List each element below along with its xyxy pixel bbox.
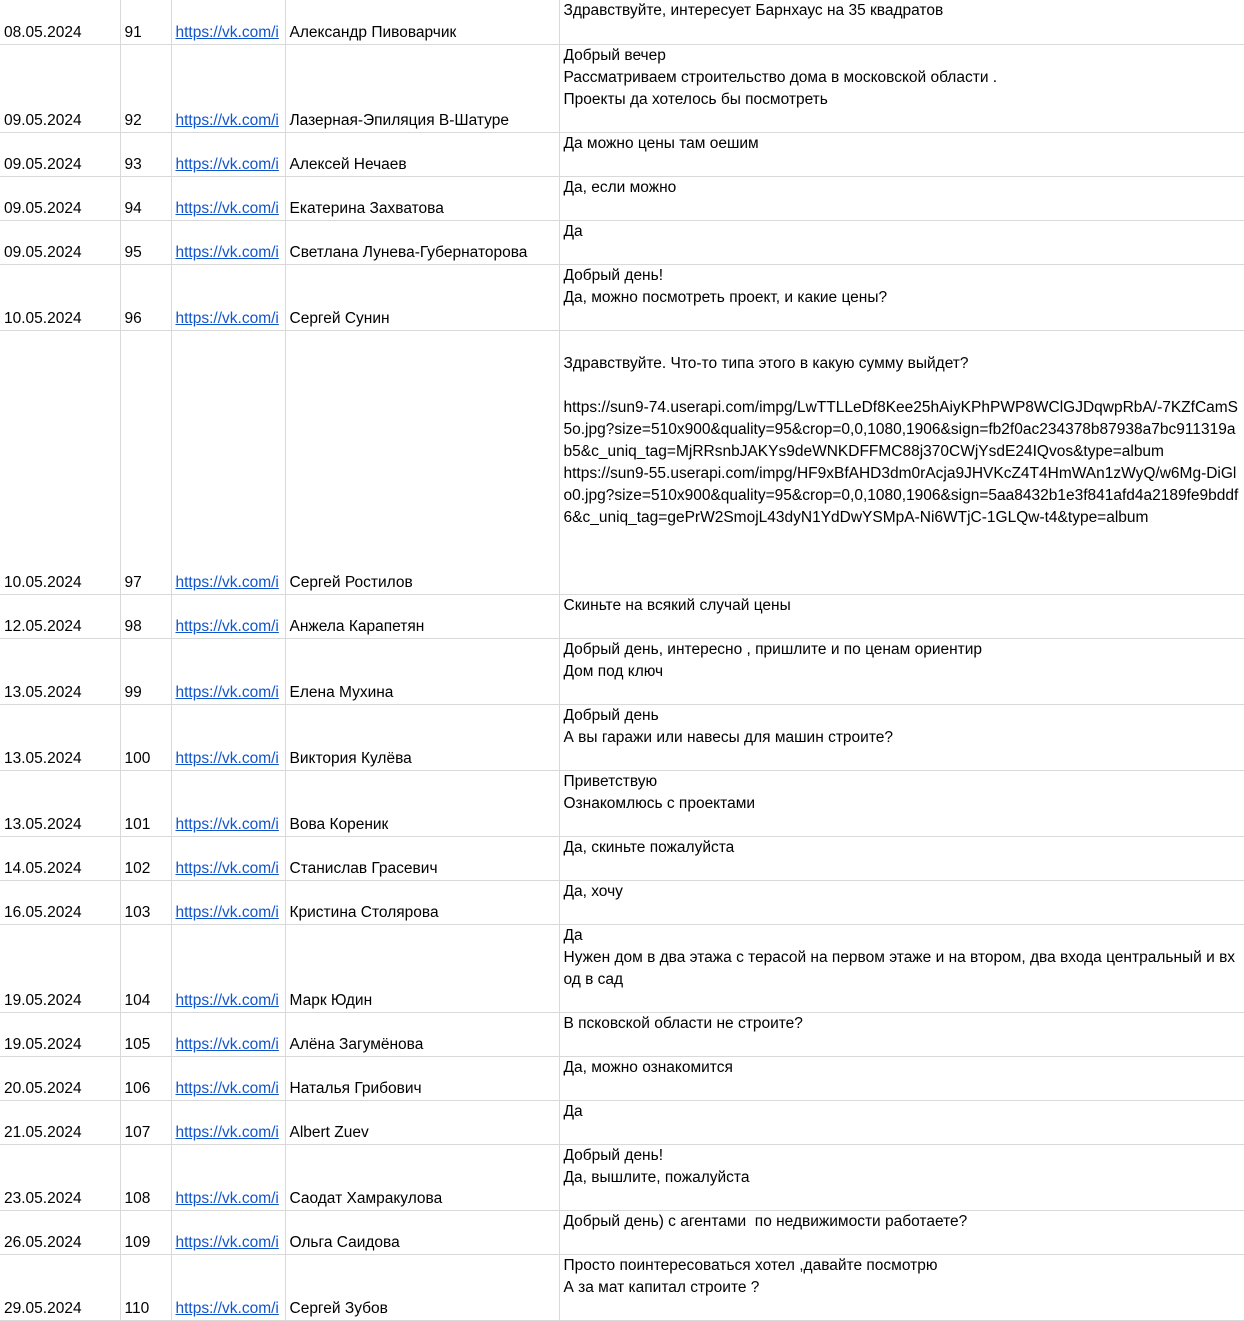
profile-link[interactable]: https://vk.com/i — [175, 1035, 279, 1053]
profile-link[interactable]: https://vk.com/i — [175, 1123, 279, 1141]
message-cell[interactable] — [559, 1100, 1244, 1144]
number-cell-text: 99 — [124, 683, 142, 701]
date-cell-text: 14.05.2024 — [4, 859, 82, 877]
message-cell[interactable] — [559, 1012, 1244, 1056]
profile-link[interactable]: https://vk.com/i — [175, 23, 279, 41]
date-cell[interactable] — [0, 638, 120, 704]
date-cell[interactable] — [0, 264, 120, 330]
profile-link[interactable]: https://vk.com/i — [175, 199, 279, 217]
table-row — [0, 1144, 1244, 1210]
number-cell[interactable] — [120, 1210, 171, 1254]
message-cell[interactable] — [559, 1056, 1244, 1100]
profile-link[interactable]: https://vk.com/i — [175, 1079, 279, 1097]
name-cell[interactable] — [285, 704, 559, 770]
date-cell-text: 10.05.2024 — [4, 309, 82, 327]
number-cell[interactable] — [120, 1100, 171, 1144]
number-cell-text: 100 — [124, 749, 151, 767]
date-cell-text: 09.05.2024 — [4, 243, 82, 261]
message-cell-text: Да, если можно — [563, 178, 677, 196]
name-cell-text: Александр Пивоварчик — [289, 23, 457, 41]
date-cell-text: 29.05.2024 — [4, 1299, 82, 1317]
number-cell[interactable] — [120, 1144, 171, 1210]
message-cell-text: Добрый вечер Рассматриваем строительство дома в московской области . Проекты да хотелось бы посмотреть — [563, 46, 998, 108]
profile-link-cell[interactable] — [171, 1056, 285, 1100]
number-cell[interactable] — [120, 330, 171, 594]
message-cell[interactable] — [559, 44, 1244, 132]
table-row — [0, 880, 1244, 924]
date-cell[interactable] — [0, 1012, 120, 1056]
name-cell-text: Саодат Хамракулова — [289, 1189, 443, 1207]
number-cell[interactable] — [120, 880, 171, 924]
date-cell[interactable] — [0, 220, 120, 264]
date-cell-text: 16.05.2024 — [4, 903, 82, 921]
number-cell-text: 107 — [124, 1123, 151, 1141]
number-cell-text: 110 — [124, 1299, 150, 1317]
number-cell[interactable] — [120, 264, 171, 330]
name-cell-text: Алексей Нечаев — [289, 155, 407, 173]
profile-link[interactable]: https://vk.com/i — [175, 111, 279, 129]
profile-link[interactable]: https://vk.com/i — [175, 617, 279, 635]
name-cell-text: Наталья Грибович — [289, 1079, 422, 1097]
date-cell-text: 26.05.2024 — [4, 1233, 82, 1251]
message-cell-text: Добрый день А вы гаражи или навесы для машин строите? — [563, 706, 893, 746]
table-row — [0, 0, 1244, 44]
table-row — [0, 1254, 1244, 1320]
number-cell[interactable] — [120, 594, 171, 638]
profile-link-cell[interactable] — [171, 924, 285, 1012]
name-cell[interactable] — [285, 176, 559, 220]
number-cell-text: 96 — [124, 309, 142, 327]
profile-link[interactable]: https://vk.com/i — [175, 243, 279, 261]
name-cell-text: Кристина Столярова — [289, 903, 439, 921]
number-cell-text: 103 — [124, 903, 151, 921]
name-cell[interactable] — [285, 1210, 559, 1254]
number-cell-text: 104 — [124, 991, 151, 1009]
date-cell-text: 19.05.2024 — [4, 991, 82, 1009]
name-cell-text: Станислав Грасевич — [289, 859, 438, 877]
profile-link-cell[interactable] — [171, 264, 285, 330]
message-cell[interactable] — [559, 770, 1244, 836]
name-cell-text: Светлана Лунева-Губернаторова — [289, 243, 528, 261]
number-cell[interactable] — [120, 924, 171, 1012]
number-cell[interactable] — [120, 44, 171, 132]
date-cell-text: 09.05.2024 — [4, 155, 82, 173]
message-cell[interactable] — [559, 220, 1244, 264]
message-cell[interactable] — [559, 132, 1244, 176]
message-cell-text: Да Нужен дом в два этажа с терасой на первом этаже и на втором, два входа центральный и вход в сад — [563, 926, 1236, 988]
message-cell[interactable] — [559, 1254, 1244, 1320]
profile-link-cell[interactable] — [171, 594, 285, 638]
name-cell-text: Анжела Карапетян — [289, 617, 425, 635]
table-row — [0, 264, 1244, 330]
number-cell-text: 92 — [124, 111, 142, 129]
date-cell[interactable] — [0, 1210, 120, 1254]
profile-link[interactable]: https://vk.com/i — [175, 573, 279, 591]
message-cell-text: Просто поинтересоваться хотел ,давайте посмотрю А за мат капитал строите ? — [563, 1256, 938, 1296]
profile-link-cell[interactable] — [171, 1100, 285, 1144]
number-cell-text: 98 — [124, 617, 142, 635]
message-cell[interactable] — [559, 1144, 1244, 1210]
table-row — [0, 924, 1244, 1012]
message-cell-text: Приветствую Ознакомлюсь с проектами — [563, 772, 756, 812]
name-cell[interactable] — [285, 1144, 559, 1210]
name-cell-text: Алёна Загумёнова — [289, 1035, 424, 1053]
table-row — [0, 1210, 1244, 1254]
name-cell[interactable] — [285, 1254, 559, 1320]
table-row — [0, 638, 1244, 704]
message-cell[interactable] — [559, 880, 1244, 924]
profile-link[interactable]: https://vk.com/i — [175, 815, 279, 833]
name-cell[interactable] — [285, 924, 559, 1012]
number-cell-text: 93 — [124, 155, 142, 173]
message-cell-text: Добрый день, интересно , пришлите и по ценам ориентир Дом под ключ — [563, 640, 983, 680]
message-cell[interactable] — [559, 1210, 1244, 1254]
name-cell[interactable] — [285, 220, 559, 264]
profile-link-cell[interactable] — [171, 132, 285, 176]
name-cell[interactable] — [285, 836, 559, 880]
profile-link-cell[interactable] — [171, 1144, 285, 1210]
date-cell-text: 12.05.2024 — [4, 617, 82, 635]
name-cell-text: Сергей Сунин — [289, 309, 390, 327]
number-cell-text: 94 — [124, 199, 142, 217]
number-cell-text: 102 — [124, 859, 151, 877]
name-cell[interactable] — [285, 44, 559, 132]
date-cell[interactable] — [0, 176, 120, 220]
name-cell-text: Сергей Ростилов — [289, 573, 413, 591]
message-cell[interactable] — [559, 264, 1244, 330]
name-cell-text: Albert Zuev — [289, 1123, 369, 1141]
message-cell-text: Здравствуйте, интересует Барнхаус на 35 квадратов — [563, 2, 944, 19]
number-cell[interactable] — [120, 220, 171, 264]
date-cell-text: 20.05.2024 — [4, 1079, 82, 1097]
table-row — [0, 594, 1244, 638]
number-cell[interactable] — [120, 836, 171, 880]
profile-link[interactable]: https://vk.com/i — [175, 1299, 279, 1317]
message-cell-text: В псковской области не строите? — [563, 1014, 803, 1032]
profile-link-cell[interactable] — [171, 330, 285, 594]
message-cell[interactable] — [559, 638, 1244, 704]
date-cell-text: 13.05.2024 — [4, 815, 82, 833]
message-cell[interactable] — [559, 704, 1244, 770]
date-cell[interactable] — [0, 704, 120, 770]
date-cell-text: 21.05.2024 — [4, 1123, 82, 1141]
date-cell-text: 08.05.2024 — [4, 23, 82, 41]
table-row — [0, 176, 1244, 220]
message-cell-text: Добрый день! Да, вышлите, пожалуйста — [563, 1146, 750, 1186]
table-row — [0, 704, 1244, 770]
name-cell-text: Елена Мухина — [289, 683, 394, 701]
table-row — [0, 44, 1244, 132]
number-cell-text: 101 — [124, 815, 151, 833]
name-cell-text: Вова Кореник — [289, 815, 389, 833]
date-cell[interactable] — [0, 880, 120, 924]
number-cell[interactable] — [120, 132, 171, 176]
profile-link[interactable]: https://vk.com/i — [175, 859, 279, 877]
profile-link-cell[interactable] — [171, 176, 285, 220]
message-cell-text: Да — [563, 1102, 583, 1120]
message-cell-text: Добрый день) с агентами по недвижимости работаете? — [563, 1212, 968, 1230]
table-row — [0, 220, 1244, 264]
table-row — [0, 132, 1244, 176]
message-cell-text: Скиньте на всякий случай цены — [563, 596, 791, 614]
name-cell[interactable] — [285, 132, 559, 176]
profile-link-cell[interactable] — [171, 220, 285, 264]
table-row — [0, 836, 1244, 880]
date-cell-text: 13.05.2024 — [4, 749, 82, 767]
date-cell[interactable] — [0, 770, 120, 836]
profile-link-cell[interactable] — [171, 1012, 285, 1056]
message-cell-text: Здравствуйте. Что-то типа этого в какую сумму выйдет? https://sun9-74.userapi.com/impg/LwTTLLeDf8Kee25hAiyKPhPWP8WClGJDqwpRbA/-7KZfCamS5o.jpg?size=510x900&quality=95&crop=0,0,1080,1906&sign=fb2f0ac234378b87938a7bc911319ab5&c_uniq_tag=MjRRsnbJAKYs9deWNKDFFMC88j370CWjYsdE24IQvos&type=album https://sun9-55.userapi.com/impg/HF9xBfAHD3dm0rAcja9JHVKcZ4T4HmWAn1zWyQ/w6Mg-DiGlo0.jpg?size=510x900&quality=95&crop=0,0,1080,1906&sign=5aa8432b1e3f841afd4a2189fe9bddf6&c_uniq_tag=gePrW2SmojL43dyN1YdDwYSMpA-Ni6WTjC-1GLQw-t4&type=album — [563, 354, 1239, 526]
table-row — [0, 330, 1244, 594]
date-cell-text: 09.05.2024 — [4, 111, 82, 129]
date-cell[interactable] — [0, 0, 120, 44]
number-cell[interactable] — [120, 1056, 171, 1100]
profile-link-cell[interactable] — [171, 770, 285, 836]
date-cell[interactable] — [0, 132, 120, 176]
date-cell-text: 23.05.2024 — [4, 1189, 82, 1207]
name-cell[interactable] — [285, 0, 559, 44]
profile-link[interactable]: https://vk.com/i — [175, 1233, 279, 1251]
date-cell[interactable] — [0, 836, 120, 880]
profile-link-cell[interactable] — [171, 0, 285, 44]
date-cell[interactable] — [0, 1254, 120, 1320]
name-cell[interactable] — [285, 638, 559, 704]
message-cell-text: Да, можно ознакомится — [563, 1058, 733, 1076]
message-cell[interactable] — [559, 594, 1244, 638]
name-cell[interactable] — [285, 1100, 559, 1144]
number-cell-text: 106 — [124, 1079, 151, 1097]
profile-link[interactable]: https://vk.com/i — [175, 749, 279, 767]
profile-link[interactable]: https://vk.com/i — [175, 1189, 279, 1207]
date-cell[interactable] — [0, 924, 120, 1012]
name-cell[interactable] — [285, 770, 559, 836]
number-cell-text: 108 — [124, 1189, 151, 1207]
name-cell-text: Лазерная-Эпиляция В-Шатуре — [289, 111, 509, 129]
name-cell-text: Марк Юдин — [289, 991, 373, 1009]
table-row — [0, 1100, 1244, 1144]
profile-link-cell[interactable] — [171, 1254, 285, 1320]
date-cell[interactable] — [0, 1056, 120, 1100]
profile-link[interactable]: https://vk.com/i — [175, 155, 279, 173]
date-cell-text: 10.05.2024 — [4, 573, 82, 591]
date-cell[interactable] — [0, 330, 120, 594]
name-cell-text: Екатерина Захватова — [289, 199, 444, 217]
name-cell[interactable] — [285, 880, 559, 924]
message-cell[interactable] — [559, 176, 1244, 220]
profile-link[interactable]: https://vk.com/i — [175, 683, 279, 701]
number-cell-text: 97 — [124, 573, 142, 591]
profile-link-cell[interactable] — [171, 704, 285, 770]
date-cell-text: 19.05.2024 — [4, 1035, 82, 1053]
profile-link[interactable]: https://vk.com/i — [175, 903, 279, 921]
table-row — [0, 1056, 1244, 1100]
table-row — [0, 770, 1244, 836]
date-cell-text: 09.05.2024 — [4, 199, 82, 217]
name-cell[interactable] — [285, 594, 559, 638]
name-cell[interactable] — [285, 1012, 559, 1056]
number-cell[interactable] — [120, 704, 171, 770]
name-cell-text: Ольга Саидова — [289, 1233, 400, 1251]
name-cell[interactable] — [285, 330, 559, 594]
message-cell[interactable] — [559, 330, 1244, 594]
number-cell-text: 91 — [124, 23, 142, 41]
name-cell-text: Виктория Кулёва — [289, 749, 412, 767]
message-cell-text: Да — [563, 222, 583, 240]
message-cell[interactable] — [559, 836, 1244, 880]
message-cell[interactable] — [559, 924, 1244, 1012]
number-cell[interactable] — [120, 1012, 171, 1056]
profile-link-cell[interactable] — [171, 836, 285, 880]
number-cell[interactable] — [120, 1254, 171, 1320]
date-cell[interactable] — [0, 594, 120, 638]
date-cell[interactable] — [0, 1144, 120, 1210]
date-cell-text: 13.05.2024 — [4, 683, 82, 701]
number-cell[interactable] — [120, 0, 171, 44]
name-cell-text: Сергей Зубов — [289, 1299, 388, 1317]
message-cell[interactable] — [559, 0, 1244, 44]
number-cell-text: 105 — [124, 1035, 151, 1053]
message-cell-text: Да, хочу — [563, 882, 623, 900]
date-cell[interactable] — [0, 1100, 120, 1144]
profile-link-cell[interactable] — [171, 880, 285, 924]
message-cell-text: Добрый день! Да, можно посмотреть проект, и какие цены? — [563, 266, 888, 306]
message-cell-text: Да можно цены там оешим — [563, 134, 759, 152]
profile-link-cell[interactable] — [171, 638, 285, 704]
number-cell[interactable] — [120, 176, 171, 220]
profile-link[interactable]: https://vk.com/i — [175, 991, 279, 1009]
message-cell-text: Да, скиньте пожалуйста — [563, 838, 735, 856]
number-cell-text: 95 — [124, 243, 142, 261]
number-cell[interactable] — [120, 770, 171, 836]
number-cell-text: 109 — [124, 1233, 151, 1251]
name-cell[interactable] — [285, 264, 559, 330]
name-cell[interactable] — [285, 1056, 559, 1100]
date-cell[interactable] — [0, 44, 120, 132]
number-cell[interactable] — [120, 638, 171, 704]
table-row — [0, 1012, 1244, 1056]
profile-link[interactable]: https://vk.com/i — [175, 309, 279, 327]
profile-link-cell[interactable] — [171, 1210, 285, 1254]
profile-link-cell[interactable] — [171, 44, 285, 132]
